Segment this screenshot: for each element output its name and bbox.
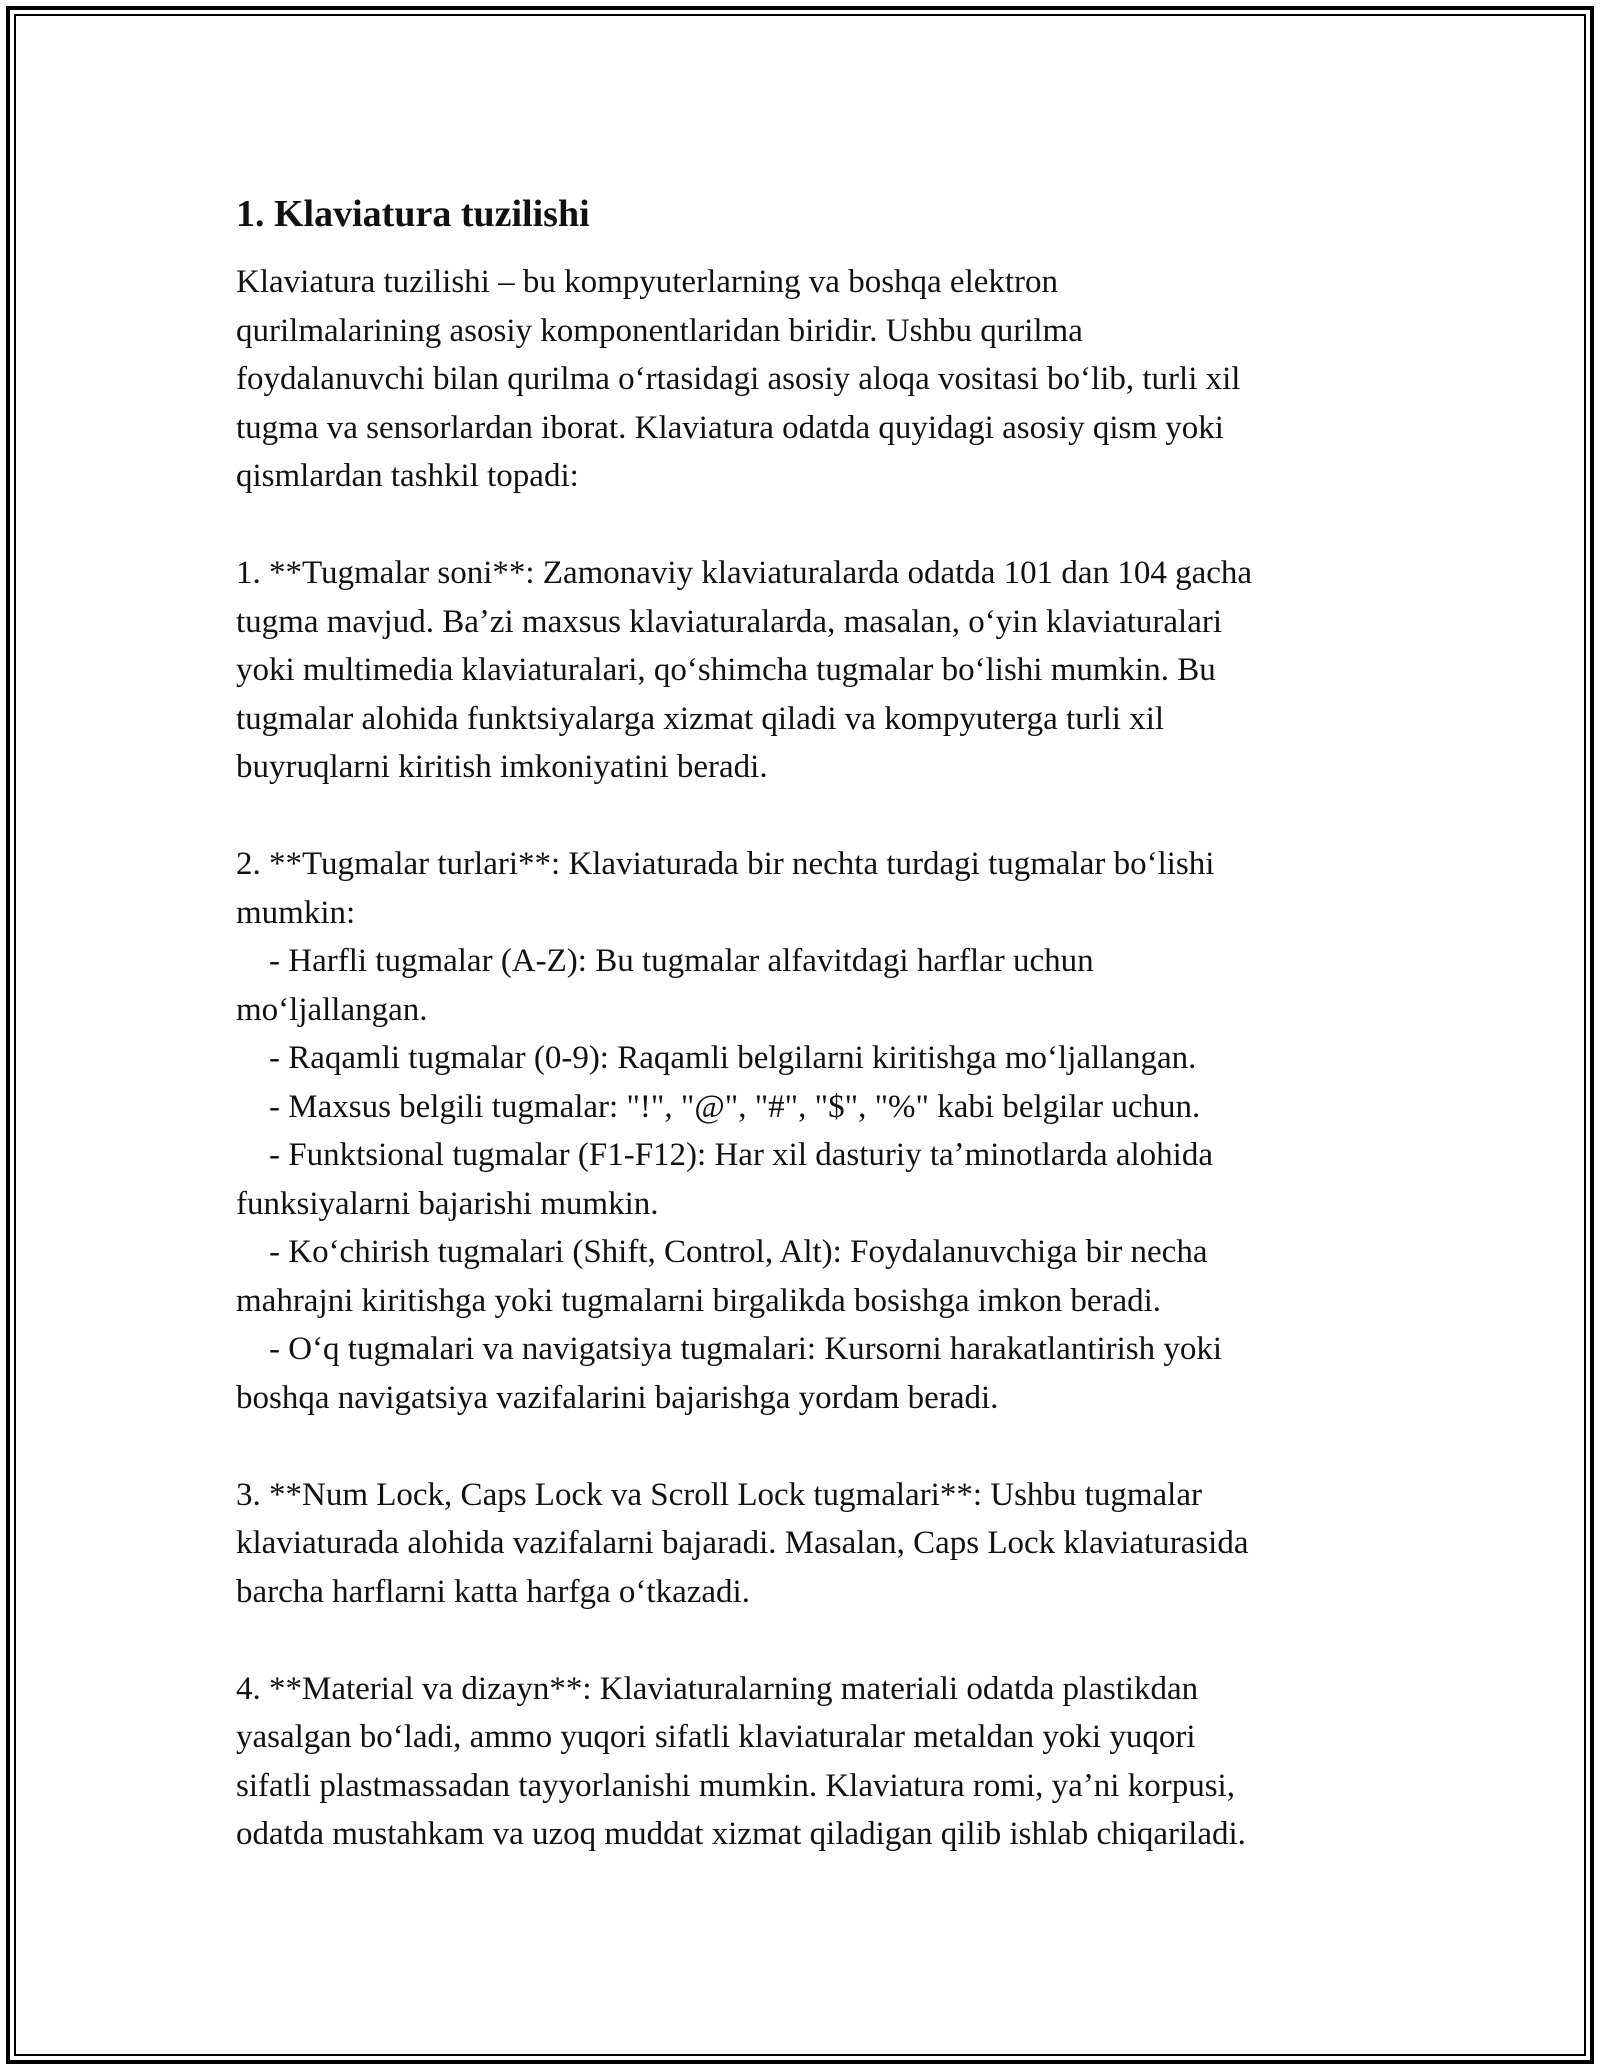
paragraph-spacer [236, 1422, 1376, 1471]
list-item-1: 1. **Tugmalar soni**: Zamonaviy klaviaturalarda odatda 101 dan 104 gacha tugma mavjud. Baʼzi maxsus klaviaturalarda, masalan, oʻyin klaviaturalari yoki multimedia klaviaturalari, qoʻshimcha tugmalar boʻlishi mumkin. Bu tugmalar alohida funktsiyalarga xizmat qiladi va kompyuterga turli xil buyruqlarni kiritish imkoniyatini beradi. [236, 555, 1253, 785]
section-heading: 1. Klaviatura tuzilishi [236, 193, 590, 235]
paragraph-spacer [236, 501, 1376, 550]
document-body [236, 186, 1376, 1859]
paragraph-spacer [236, 792, 1376, 841]
paragraph-spacer [236, 1616, 1376, 1665]
intro-paragraph: Klaviatura tuzilishi – bu kompyuterlarning va boshqa elektron qurilmalarining asosiy komponentlaridan biridir. Ushbu qurilma foydalanuvchi bilan qurilma oʻrtasidagi asosiy aloqa vositasi boʻlib, turli xil tugma va sensorlardan iborat. Klaviatura odatda quyidagi asosiy qism yoki qismlardan tashkil topadi: [236, 264, 1241, 494]
list-item-2: 2. **Tugmalar turlari**: Klaviaturada bir nechta turdagi tugmalar boʻlishi mumkin: - Harfli tugmalar (A-Z): Bu tugmalar alfavitdagi harflar uchun moʻljallangan. - Raqamli tugmalar (0-9): Raqamli belgilarni kiritishga moʻljallangan. - Maxsus belgili tugmalar: "!", "@", "#", "$", "%" kabi belgilar uchun. - Funktsional tugmalar (F1-F12): Har xil dasturiy taʼminotlarda alohida funksiyalarni bajarishi mumkin. - Koʻchirish tugmalari (Shift, Control, Alt): Foydalanuvchiga bir necha mahrajni kiritishga yoki tugmalarni birgalikda bosishga imkon beradi. - Oʻq tugmalari va navigatsiya tugmalari: Kursorni harakatlantirish yoki boshqa navigatsiya vazifalarini bajarishga yordam beradi. [236, 846, 1223, 1416]
list-item-3: 3. **Num Lock, Caps Lock va Scroll Lock tugmalari**: Ushbu tugmalar klaviaturada alohida vazifalarni bajaradi. Masalan, Caps Lock klaviaturasida barcha harflarni katta harfga oʻtkazadi. [236, 1476, 1249, 1610]
list-item-4: 4. **Material va dizayn**: Klaviaturalarning materiali odatda plastikdan yasalgan boʻladi, ammo yuqori sifatli klaviaturalar metaldan yoki yuqori sifatli plastmassadan tayyorlanishi mumkin. Klaviatura romi, yaʼni korpusi, odatda mustahkam va uzoq muddat xizmat qiladigan qilib ishlab chiqariladi. [236, 1670, 1246, 1852]
